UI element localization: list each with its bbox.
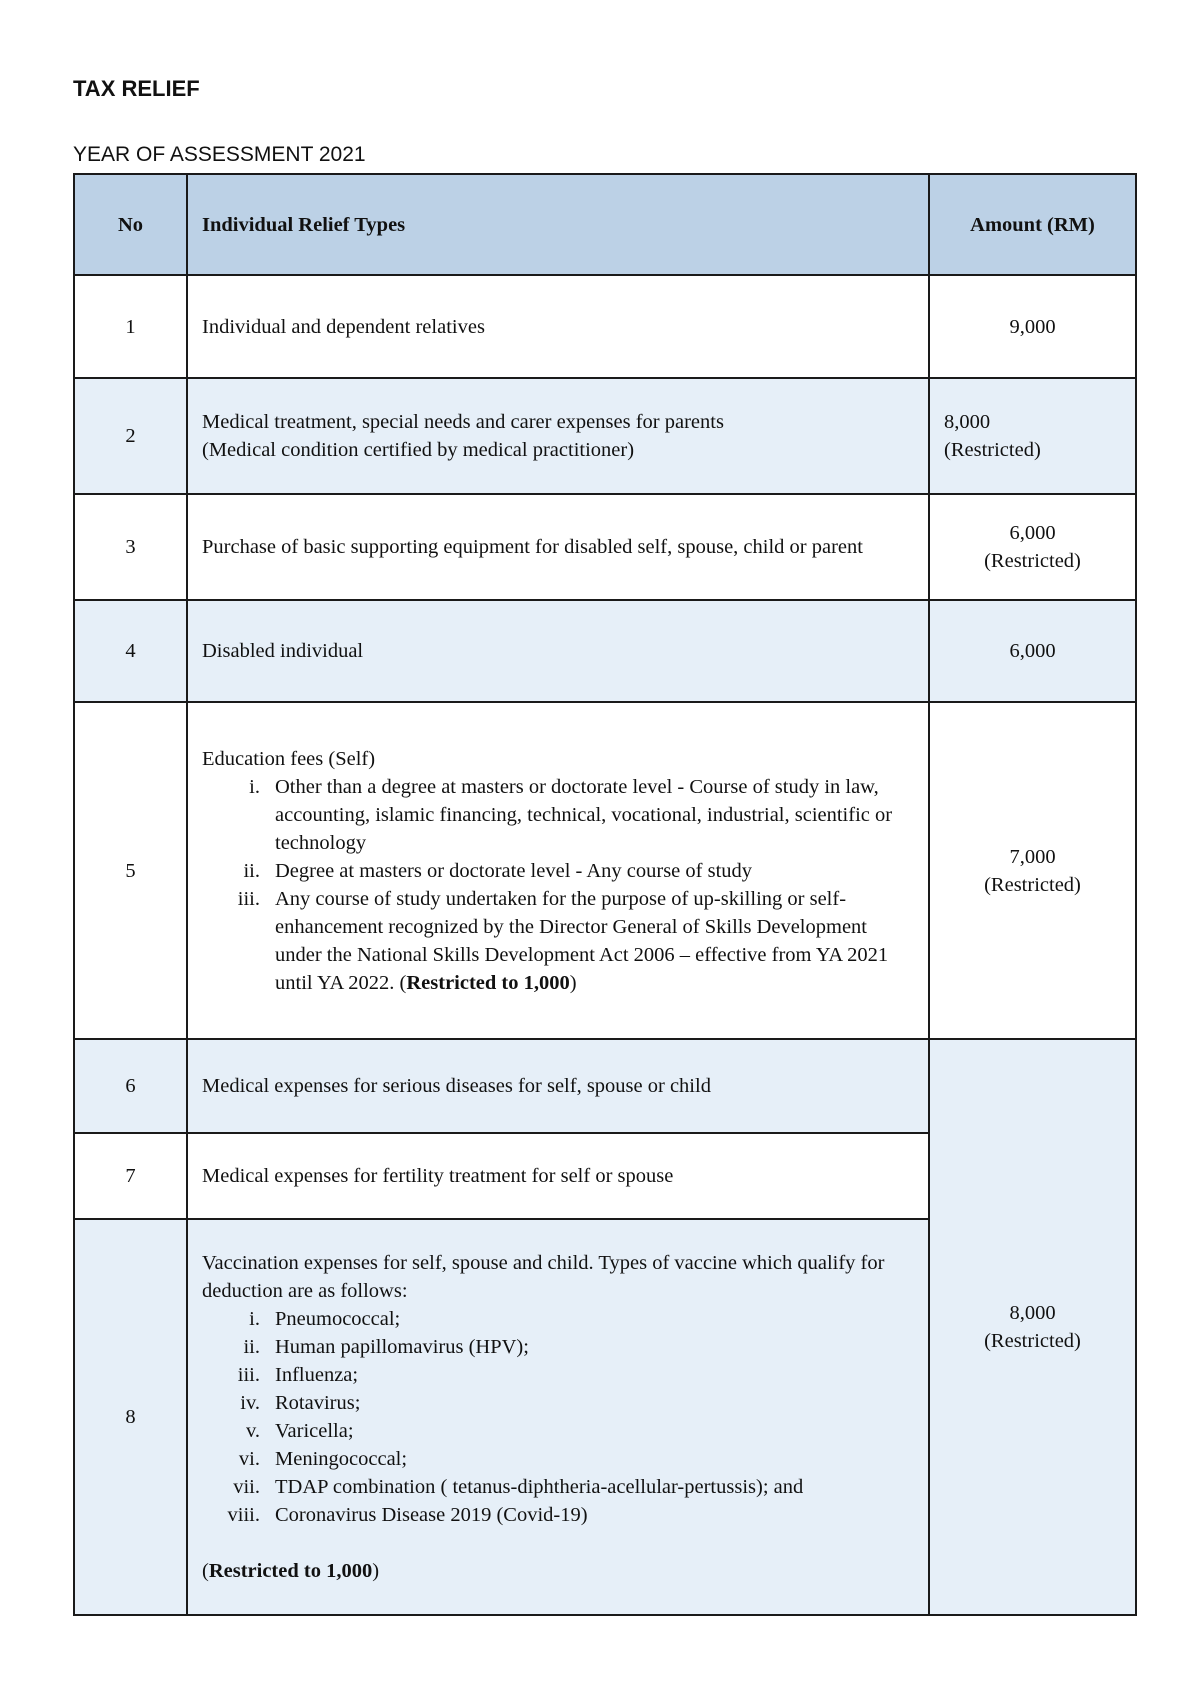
restriction-note: Restricted to 1,000 <box>406 971 570 994</box>
restriction-note: (Restricted to 1,000) <box>202 1560 380 1582</box>
table-row <box>74 600 1136 702</box>
row-number: 4 <box>74 600 187 702</box>
row-amount <box>929 494 1136 600</box>
table-row <box>74 1039 1136 1133</box>
row-amount <box>929 702 1136 1039</box>
table-row <box>74 494 1136 600</box>
document-title: TAX RELIEF <box>73 76 200 101</box>
row-number: 5 <box>74 702 187 1039</box>
list-item: ii. Human papillomavirus (HPV); <box>243 1336 529 1358</box>
description-heading: Vaccination expenses for self, spouse and child. Types of vaccine which qualify for deduction are as follows: <box>202 1252 885 1302</box>
amount-value: 8,000 <box>1009 1302 1056 1324</box>
list-item: viii. Coronavirus Disease 2019 (Covid-19) <box>227 1504 588 1526</box>
education-fee-list <box>202 773 914 997</box>
row-description <box>187 1219 929 1615</box>
document-subtitle: YEAR OF ASSESSMENT 2021 <box>73 143 366 166</box>
description-heading: Education fees (Self) <box>202 747 376 770</box>
row-number: 8 <box>74 1219 187 1615</box>
table-header-row <box>74 174 1136 275</box>
description-line: (Medical condition certified by medical practitioner) <box>202 439 635 461</box>
table-row <box>74 378 1136 494</box>
list-item: iv. Rotavirus; <box>240 1392 361 1414</box>
row-description: Medical expenses for serious diseases for self, spouse or child <box>187 1039 929 1133</box>
list-item: iii. Any course of study undertaken for the purpose of up-skilling or self-enhancement recognized by the Director General of Skills Development under the National Skills Development Act 2006 – effective from YA 2021 until YA 2022. (Restricted to 1,000) <box>237 887 889 994</box>
header-no: No <box>74 174 187 275</box>
description-line: Medical treatment, special needs and carer expenses for parents <box>202 411 724 433</box>
row-number: 7 <box>74 1133 187 1219</box>
amount-note: (Restricted) <box>944 439 1041 461</box>
row-number: 3 <box>74 494 187 600</box>
row-number: 2 <box>74 378 187 494</box>
list-item: i. Other than a degree at masters or doctorate level - Course of study in law, accounting, islamic financing, technical, vocational, industrial, scientific or technology <box>249 775 893 854</box>
list-item: ii. Degree at masters or doctorate level - Any course of study <box>243 859 753 882</box>
amount-value: 8,000 <box>944 411 991 433</box>
tax-relief-table <box>73 173 1137 1616</box>
row-description: Medical expenses for fertility treatment for self or spouse <box>187 1133 929 1219</box>
row-amount <box>929 378 1136 494</box>
amount-note: (Restricted) <box>984 550 1081 572</box>
vaccine-list <box>202 1305 914 1529</box>
row-description: Purchase of basic supporting equipment for disabled self, spouse, child or parent <box>187 494 929 600</box>
row-description: Individual and dependent relatives <box>187 275 929 378</box>
amount-note: (Restricted) <box>984 873 1081 896</box>
amount-value: 7,000 <box>1009 845 1056 868</box>
row-number: 1 <box>74 275 187 378</box>
list-item: vi. Meningococcal; <box>238 1448 408 1470</box>
row-description <box>187 378 929 494</box>
row-amount: 9,000 <box>929 275 1136 378</box>
row-amount: 6,000 <box>929 600 1136 702</box>
list-item: iii. Influenza; <box>237 1364 359 1386</box>
row-number: 6 <box>74 1039 187 1133</box>
header-relief-types: Individual Relief Types <box>187 174 929 275</box>
list-item: v. Varicella; <box>245 1420 354 1442</box>
table-row <box>74 275 1136 378</box>
amount-value: 6,000 <box>1009 522 1056 544</box>
list-item: vii. TDAP combination ( tetanus-diphtheria-acellular-pertussis); and <box>233 1476 804 1498</box>
merged-amount <box>929 1039 1136 1615</box>
list-item: i. Pneumococcal; <box>249 1308 401 1330</box>
row-description <box>187 702 929 1039</box>
table-row <box>74 702 1136 1039</box>
amount-note: (Restricted) <box>984 1330 1081 1352</box>
header-amount: Amount (RM) <box>929 174 1136 275</box>
row-description: Disabled individual <box>187 600 929 702</box>
